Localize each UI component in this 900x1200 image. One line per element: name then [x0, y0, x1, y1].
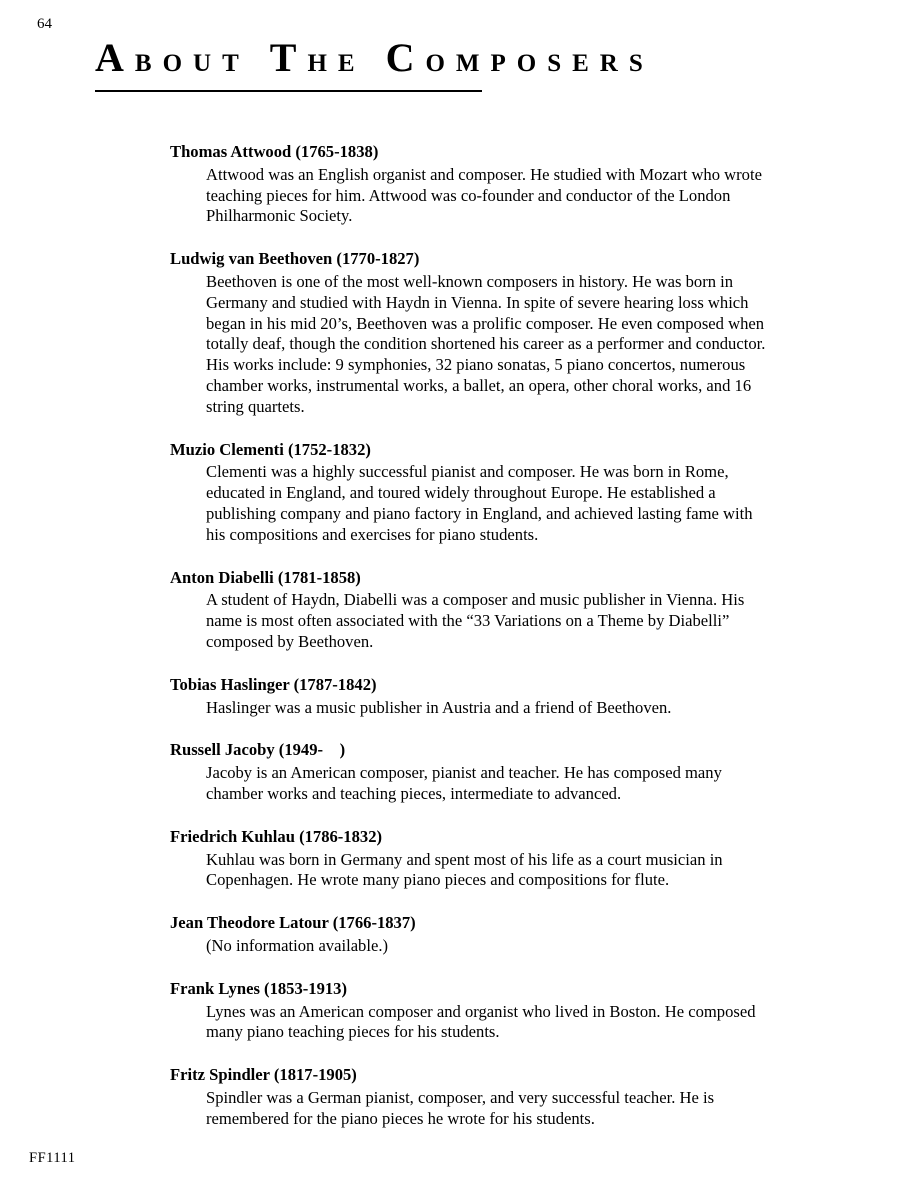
title-underline: [95, 90, 482, 92]
title-word-initial: C: [385, 35, 426, 80]
composer-entry: [170, 1065, 766, 1129]
composer-name-heading: Fritz Spindler (1817-1905): [170, 1065, 357, 1085]
composer-name-heading: Russell Jacoby (1949- ): [170, 740, 346, 760]
composer-bio: Attwood was an English organist and composer. He studied with Mozart who wrote teaching pieces for him. Attwood was co-founder and conductor of the London Philharmonic Society.: [206, 164, 762, 226]
composer-bio: Beethoven is one of the most well-known composers in history. He was born in Germany and studied with Haydn in Vienna. In spite of severe hearing loss which began in his mid 20’s, Beethoven was a prolific composer. He even composed when totally deaf, though the condition shortened his career as a performer and conductor. His works include: 9 symphonies, 32 piano sonatas, 5 piano concertos, numerous chamber works, instrumental works, a ballet, an opera, other choral works, and 16 string quartets.: [206, 271, 766, 416]
title-word: [95, 35, 250, 80]
composer-name-heading: Tobias Haslinger (1787-1842): [170, 674, 377, 694]
title-word-rest: HE: [307, 50, 366, 77]
composer-bio: Jacoby is an American composer, pianist and teacher. He has composed many chamber works and teaching pieces, intermediate to advanced.: [206, 763, 722, 803]
title-block: [95, 36, 666, 92]
composer-entry: [170, 827, 766, 891]
composer-entry: [170, 440, 766, 546]
composer-entry: [170, 142, 766, 227]
composer-entry: [170, 740, 766, 804]
composer-name-heading: Jean Theodore Latour (1766-1837): [170, 913, 416, 933]
composer-name-heading: Frank Lynes (1853-1913): [170, 978, 348, 998]
composer-entry: [170, 249, 766, 417]
page-number: 64: [37, 16, 52, 32]
composer-name-heading: Muzio Clementi (1752-1832): [170, 439, 371, 459]
composer-bio: Kuhlau was born in Germany and spent most of his life as a court musician in Copenhagen. He wrote many piano pieces and compositions for flute.: [206, 849, 723, 890]
composer-bio: Haslinger was a music publisher in Austria and a friend of Beethoven.: [206, 697, 672, 717]
page-title: [95, 36, 666, 86]
title-word-initial: A: [95, 35, 135, 80]
composer-bio: (No information available.): [206, 935, 389, 955]
composer-bio: A student of Haydn, Diabelli was a composer and music publisher in Vienna. His name is most often associated with the “33 Variations on a Theme by Diabelli” composed by Beethoven.: [206, 590, 745, 651]
composer-bio: Lynes was an American composer and organist who lived in Boston. He composed many piano teaching pieces for his students.: [206, 1001, 756, 1042]
composer-list: [170, 142, 766, 1129]
title-word: [269, 35, 366, 80]
title-word-initial: T: [269, 35, 308, 80]
catalog-number: FF1111: [29, 1150, 76, 1166]
title-word-rest: BOUT: [134, 50, 250, 77]
composer-bio: Spindler was a German pianist, composer, and very successful teacher. He is remembered for the piano pieces he wrote for his students.: [206, 1087, 715, 1128]
composer-name-heading: Ludwig van Beethoven (1770-1827): [170, 249, 420, 269]
composer-bio: Clementi was a highly successful pianist and composer. He was born in Rome, educated in England, and toured widely throughout Europe. He established a publishing company and piano factory in England, and achieved lasting fame with his compositions and exercises for piano students.: [206, 462, 753, 544]
composer-name-heading: Anton Diabelli (1781-1858): [170, 567, 361, 587]
composer-name-heading: Thomas Attwood (1765-1838): [170, 142, 379, 161]
composer-name-heading: Friedrich Kuhlau (1786-1832): [170, 826, 383, 846]
composer-entry: [170, 568, 766, 653]
title-word-rest: OMPOSERS: [425, 50, 654, 77]
title-word: [385, 35, 654, 80]
composer-entry: [170, 979, 766, 1043]
composer-entry: [170, 675, 766, 719]
composer-entry: [170, 913, 766, 957]
